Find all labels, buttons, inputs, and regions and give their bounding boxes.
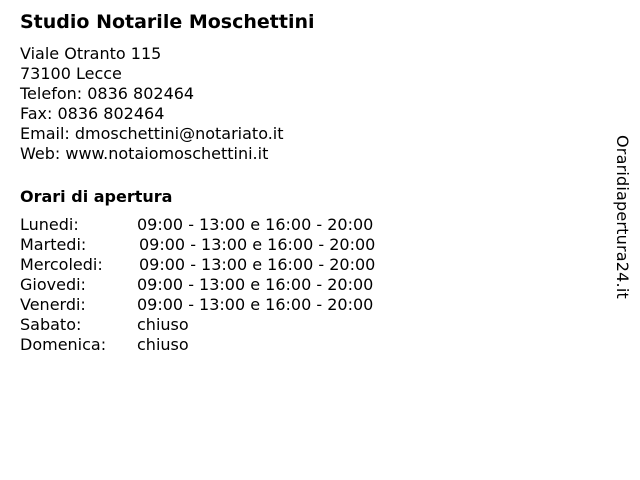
hours-row-monday (20, 215, 600, 235)
day-label: Lunedi: (20, 215, 79, 234)
day-hours: chiuso (137, 315, 189, 334)
opening-hours-table (20, 215, 600, 355)
site-brand-vertical: Oraridiapertura24.it (613, 135, 632, 299)
day-label: Domenica: (20, 335, 107, 354)
opening-hours-title: Orari di apertura (20, 187, 173, 206)
day-hours: 09:00 - 13:00 e 16:00 - 20:00 (139, 235, 376, 254)
day-hours: 09:00 - 13:00 e 16:00 - 20:00 (139, 255, 376, 274)
day-hours: 09:00 - 13:00 e 16:00 - 20:00 (137, 215, 374, 234)
contact-block (20, 44, 600, 164)
fax-number: Fax: 0836 802464 (20, 104, 165, 123)
hours-row-sunday (20, 335, 600, 355)
day-label: Giovedi: (20, 275, 86, 294)
address-street: Viale Otranto 115 (20, 44, 162, 63)
website-url: Web: www.notaiomoschettini.it (20, 144, 269, 163)
day-label: Martedi: (20, 235, 87, 254)
email-address: Email: dmoschettini@notariato.it (20, 124, 284, 143)
hours-row-saturday (20, 315, 600, 335)
business-card (20, 8, 600, 355)
day-hours: 09:00 - 13:00 e 16:00 - 20:00 (137, 275, 374, 294)
business-name: Studio Notarile Moschettini (20, 11, 315, 33)
day-label: Venerdi: (20, 295, 86, 314)
day-label: Mercoledi: (20, 255, 103, 274)
hours-row-friday (20, 295, 600, 315)
hours-row-tuesday (20, 235, 600, 255)
day-hours: chiuso (137, 335, 189, 354)
hours-row-thursday (20, 275, 600, 295)
day-hours: 09:00 - 13:00 e 16:00 - 20:00 (137, 295, 374, 314)
day-label: Sabato: (20, 315, 82, 334)
address-city: 73100 Lecce (20, 64, 122, 83)
hours-row-wednesday (20, 255, 600, 275)
phone-number: Telefon: 0836 802464 (20, 84, 195, 103)
